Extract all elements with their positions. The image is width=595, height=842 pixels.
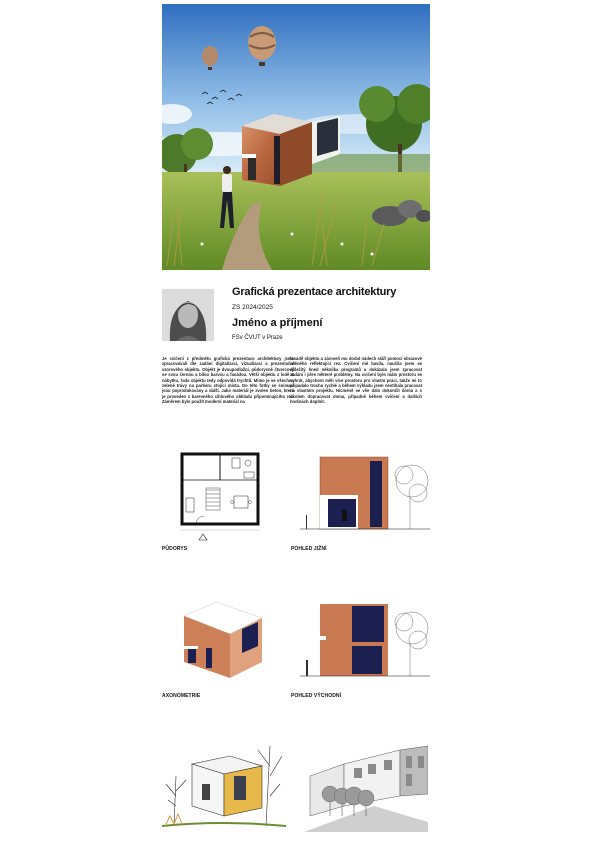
university-label: FSv ČVUT v Praze (232, 335, 283, 341)
description-column-2: fasádě objektu a zároveň mu dodat nádech stáří pomocí obrazové zděného reflektující rez. Cvičení mě bavila, naučila jsem se důležitý hned několika programů a dokázala jsem zpracovat zadání i přes některé problémy. Na cvičení bylo málo prostoru se vyhrát, abychom měli více prostoru pro vlastní práci, takže mi to připadalo trochu rychlé a během výkladu jsem nestíhala pracovat na vlastním projektu. Nicméně se vše dalo dokončit doma a s úkolem dopracovat doma, případně během cvičení a dalších hodinách doplnit. (290, 356, 422, 405)
south-elevation-drawing (300, 453, 430, 533)
description-column-1: Je cvičení z předmětu grafická prezentace architektury jsme zpracovávali dle zadání digitalizaci, vizualizaci a prezentační vzorového objektu. Objekt je dvoupodlažní, půdorysně čtvercový se svou černou a bílou barvou a fasádou. Větší objektu z lodě & nábytku, řada objektu tedy odpovídá trychtů. Mimo je ve všechno zelené trávy na partieru stojící místa. Do této fotky se snímací jsou poprodukovány a další. Jako materiál je zvolen beton, která je proveden z barevného cihlového obkladu připomínajícího rez. Záměrem bylo použít moderní materiál na (162, 356, 294, 405)
east-elevation-drawing (300, 600, 430, 680)
author-name: Jméno a příjmení (232, 317, 323, 329)
semester-label: ZS 2024/2025 (232, 304, 273, 311)
project-title: Grafická prezentace architektury (232, 286, 397, 298)
east-elevation-caption: POHLED VÝCHODNÍ (291, 693, 342, 699)
color-sketch (162, 736, 286, 832)
floor-plan-drawing (172, 448, 272, 548)
tree-icon (395, 465, 428, 529)
pencil-sketch (304, 736, 428, 832)
south-elevation-caption: POHLED JIŽNÍ (291, 546, 327, 552)
author-portrait (162, 289, 214, 341)
axonometry-caption: AXONOMETRIE (162, 693, 201, 699)
tree-icon (395, 612, 428, 676)
axonometry-drawing (180, 596, 280, 682)
hero-visualization (162, 4, 430, 270)
floorplan-caption: PŮDORYS (162, 546, 188, 552)
